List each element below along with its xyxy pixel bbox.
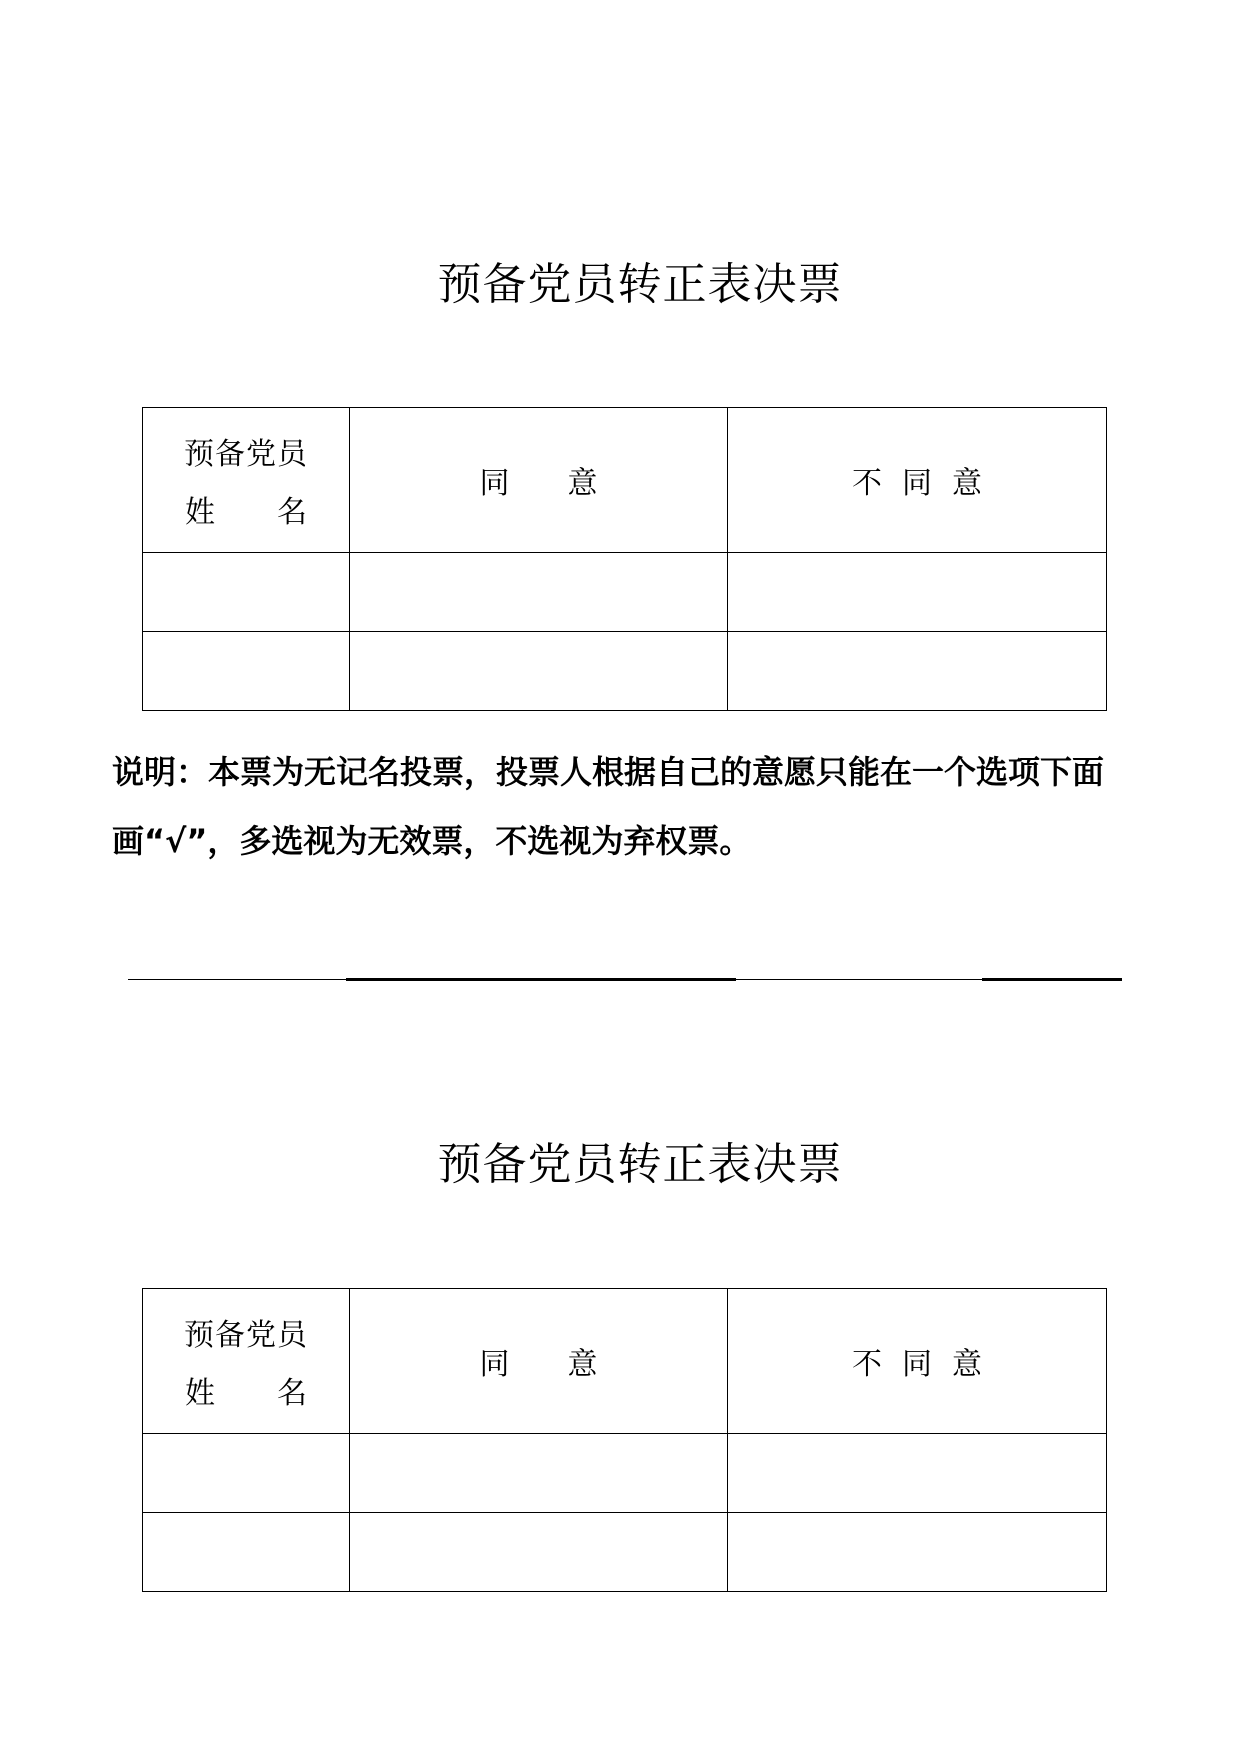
header-name-label: 预备党员	[184, 437, 308, 472]
agree-cell[interactable]	[350, 632, 728, 711]
header-agree-char: 意	[567, 1347, 598, 1382]
header-disagree-char: 不	[852, 466, 882, 501]
ballot-title: 预备党员转正表决票	[437, 259, 843, 310]
table-row	[143, 1513, 1107, 1592]
name-cell[interactable]	[143, 1434, 350, 1513]
table-row	[143, 1434, 1107, 1513]
table-header-row	[143, 1289, 1107, 1434]
header-disagree-char: 同	[902, 1347, 932, 1382]
cut-line	[346, 978, 736, 981]
header-agree-char: 同	[479, 466, 510, 501]
table-header-row	[143, 408, 1107, 553]
header-name-sublabel	[185, 487, 307, 531]
ballot-title: 预备党员转正表决票	[437, 1139, 843, 1190]
cut-line	[736, 979, 982, 980]
header-disagree-char: 不	[852, 1347, 882, 1382]
header-disagree-label	[852, 1339, 982, 1383]
instructions-note: 说明：本票为无记名投票，投票人根据自己的意愿只能在一个选项下面画“√”，多选视为无效票，不选视为弃权票。	[112, 753, 1105, 860]
name-cell[interactable]	[143, 1513, 350, 1592]
header-name-label: 预备党员	[184, 1318, 308, 1353]
agree-cell[interactable]	[350, 553, 728, 632]
header-name-cell	[143, 408, 350, 553]
header-name-cell	[143, 1289, 350, 1434]
disagree-cell[interactable]	[728, 1434, 1107, 1513]
header-disagree-char: 同	[902, 466, 932, 501]
header-name-sublabel	[185, 1368, 307, 1412]
ballot-table	[142, 1288, 1107, 1592]
header-disagree-cell	[728, 408, 1107, 553]
ballot-table	[142, 407, 1107, 711]
table-row	[143, 553, 1107, 632]
header-disagree-char: 意	[952, 466, 982, 501]
cut-line	[128, 979, 346, 980]
header-agree-label	[480, 458, 598, 502]
name-cell[interactable]	[143, 632, 350, 711]
disagree-cell[interactable]	[728, 1513, 1107, 1592]
header-agree-label	[480, 1339, 598, 1383]
header-disagree-cell	[728, 1289, 1107, 1434]
header-name-char: 姓	[185, 1376, 215, 1411]
disagree-cell[interactable]	[728, 632, 1107, 711]
header-agree-char: 意	[567, 466, 598, 501]
header-disagree-label	[852, 458, 982, 502]
header-name-char: 姓	[185, 495, 215, 530]
agree-cell[interactable]	[350, 1434, 728, 1513]
header-name-char: 名	[277, 495, 307, 530]
header-agree-cell	[350, 408, 728, 553]
agree-cell[interactable]	[350, 1513, 728, 1592]
name-cell[interactable]	[143, 553, 350, 632]
disagree-cell[interactable]	[728, 553, 1107, 632]
header-agree-char: 同	[479, 1347, 510, 1382]
table-row	[143, 632, 1107, 711]
cut-line	[982, 978, 1122, 981]
header-name-char: 名	[277, 1376, 307, 1411]
header-agree-cell	[350, 1289, 728, 1434]
header-disagree-char: 意	[952, 1347, 982, 1382]
